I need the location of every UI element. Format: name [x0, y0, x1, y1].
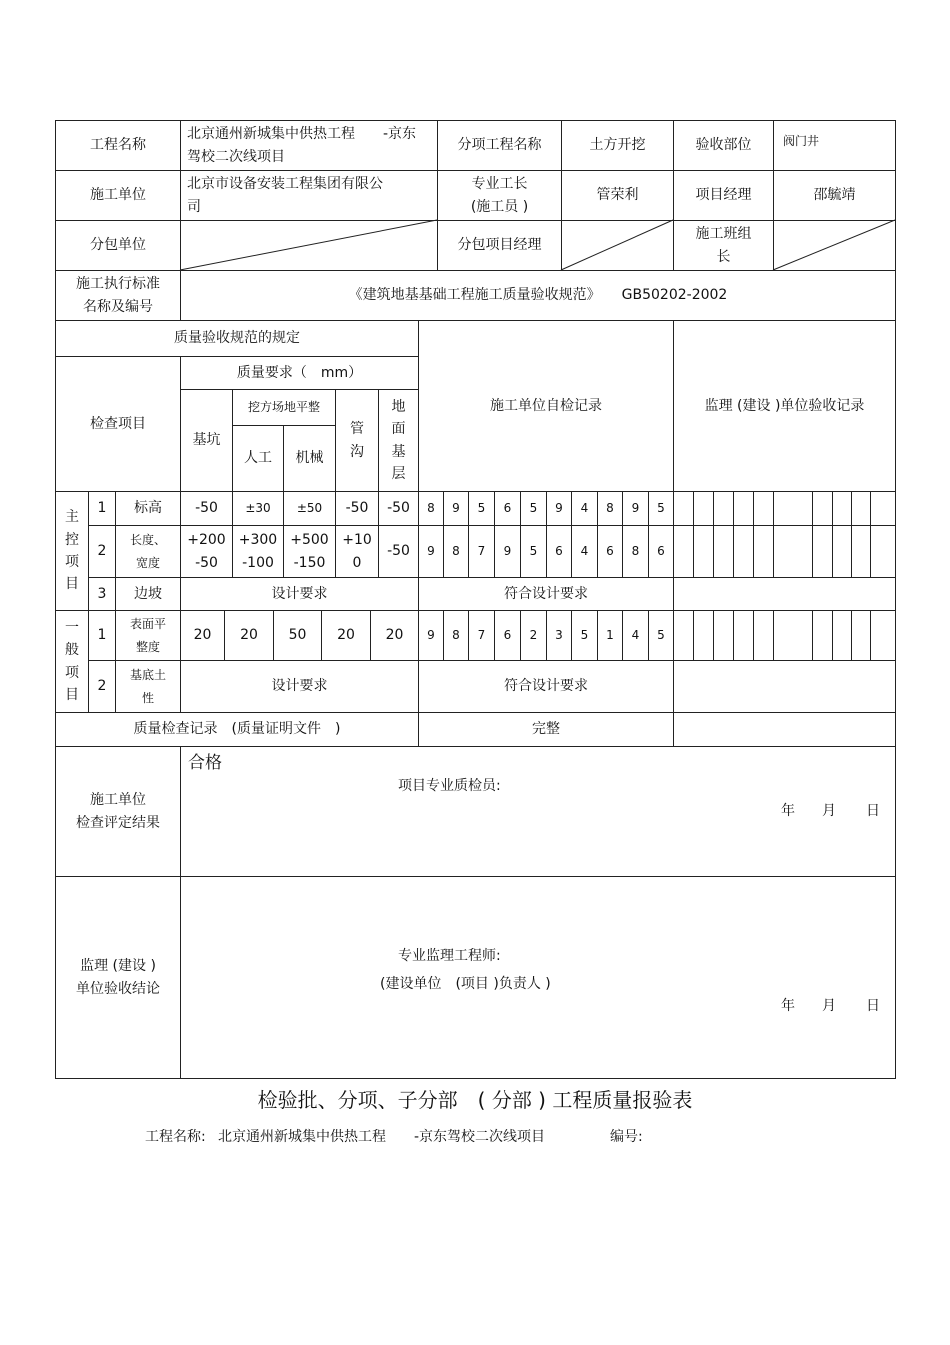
standard-label	[56, 271, 180, 320]
main-row-2-name	[116, 526, 180, 577]
spec-title: 质量验收规范的规定	[174, 330, 300, 347]
main-items-char-2: 控	[65, 531, 79, 548]
main-row-1-check-6: 9	[555, 501, 563, 516]
pipe-label	[336, 390, 378, 491]
construction-unit-label: 施工单位	[90, 187, 146, 204]
main-row-1-check-4: 6	[503, 501, 512, 516]
pipe-label-2: 沟	[350, 443, 364, 460]
main-row-3-result: 符合设计要求	[504, 585, 588, 602]
main-row-1-pit: -50	[195, 500, 218, 517]
general-row-2-result: 符合设计要求	[504, 678, 588, 695]
standard-label-line-1: 施工执行标准	[76, 276, 160, 293]
general-row-2-name	[116, 661, 180, 712]
main-row-2-check-5: 5	[529, 544, 538, 559]
check-item-label: 检查项目	[90, 415, 146, 432]
general-row-1-check-7: 5	[580, 628, 589, 643]
subcontractor-label: 分包单位	[90, 237, 146, 254]
project-name-line-2: 驾校二次线项目	[187, 148, 285, 165]
main-row-1-name: 标高	[134, 500, 162, 517]
supervision-result-label-2: 单位验收结论	[76, 980, 160, 997]
main-row-2-check-7: 4	[580, 544, 589, 559]
sub-project-manager-label: 分包项目经理	[457, 237, 542, 254]
supervision-month: 月	[822, 998, 836, 1014]
main-row-2-manual-1: +300	[238, 532, 278, 549]
pipe-label-1: 管	[350, 421, 364, 438]
supervision-label: 监理 (建设 )单位验收记录	[704, 397, 865, 414]
standard-value: 《建筑地基基础工程施工质量验收规范》 GB50202-2002	[348, 287, 728, 304]
main-row-2-machine	[284, 526, 335, 577]
main-row-2-pipe	[336, 526, 378, 577]
main-row-2-pipe-2: 0	[352, 554, 362, 571]
foreman-label	[438, 171, 561, 220]
construction-year: 年	[781, 803, 795, 819]
construction-month: 月	[822, 803, 836, 819]
acceptance-part-value: 阀门井	[783, 133, 820, 148]
general-row-1-ground: 20	[385, 627, 404, 644]
quality-inspector-label: 项目专业质检员:	[398, 778, 501, 794]
owner-representative-label: (建设单位 (项目 )负责人 )	[380, 976, 551, 992]
general-items-char-4: 目	[65, 686, 79, 703]
general-row-1-check-4: 6	[503, 628, 512, 643]
main-row-1-machine: ±50	[296, 501, 323, 516]
general-row-1-check-8: 1	[606, 628, 614, 643]
machine-label: 机械	[295, 450, 324, 467]
main-row-1-pipe: -50	[345, 500, 369, 517]
main-row-2-pit-2: -50	[195, 554, 218, 571]
main-row-2-check-8: 6	[606, 544, 614, 559]
main-row-2-check-9: 8	[631, 544, 640, 559]
quality-req-label: 质量要求（ mm）	[236, 364, 363, 381]
project-manager-label: 项目经理	[695, 187, 752, 204]
main-row-2-pit	[181, 526, 232, 577]
construction-verdict: 合格	[188, 753, 222, 773]
main-row-3-requirement: 设计要求	[271, 585, 328, 602]
general-row-1-name-2: 整度	[135, 639, 160, 654]
main-row-2-check-2: 8	[452, 544, 460, 559]
general-row-1-manual: 20	[240, 627, 258, 644]
ground-label-2: 面	[391, 421, 406, 438]
main-row-2-check-4: 9	[503, 544, 512, 559]
quality-record-label: 质量检查记录 (质量证明文件 )	[133, 721, 341, 738]
main-row-1-check-7: 4	[580, 501, 589, 516]
main-row-2-manual-2: -100	[242, 554, 274, 571]
main-row-2-ground: -50	[387, 543, 410, 560]
pit-label: 基坑	[192, 432, 221, 449]
main-row-1-check-3: 5	[477, 501, 486, 516]
general-row-2-requirement: 设计要求	[271, 678, 328, 695]
main-row-2-check-1: 9	[427, 544, 435, 559]
subitem-name-label: 分项工程名称	[457, 137, 542, 154]
ground-label-1: 地	[391, 398, 406, 415]
main-row-2-check-6: 6	[555, 544, 563, 559]
main-items-char-3: 项	[65, 554, 79, 570]
footer-number-label: 编号:	[610, 1129, 643, 1145]
main-row-2-machine-1: +500	[290, 532, 329, 549]
supervision-result-label-1: 监理 (建设 )	[80, 958, 156, 975]
ground-label-4: 层	[391, 465, 406, 482]
main-items-char-1: 主	[65, 509, 79, 526]
general-row-1-name	[116, 611, 180, 660]
manual-label: 人工	[244, 450, 272, 467]
main-items-char-4: 目	[65, 576, 79, 593]
general-row-2-name-1: 基底土	[129, 667, 166, 682]
construction-result-label-1: 施工单位	[90, 792, 146, 809]
general-row-1-check-2: 8	[452, 628, 460, 643]
project-name-value	[187, 121, 437, 170]
main-row-2-name-1: 长度、	[129, 532, 166, 547]
general-row-1-check-1: 9	[427, 628, 435, 643]
main-row-1-check-9: 9	[631, 501, 640, 516]
general-row-1-check-3: 7	[477, 628, 486, 643]
subitem-name-value: 土方开挖	[589, 137, 646, 154]
general-row-2-name-2: 性	[141, 690, 154, 705]
footer-project-label: 工程名称:	[145, 1129, 206, 1145]
construction-unit-value	[187, 171, 437, 220]
general-items-label	[56, 611, 88, 712]
construction-unit-line-1: 北京市设备安装工程集团有限公	[187, 176, 383, 193]
construction-unit-line-2: 司	[187, 198, 201, 215]
project-manager-value: 邵毓靖	[813, 187, 856, 204]
main-row-1-check-8: 8	[606, 501, 614, 516]
main-row-1-check-2: 9	[452, 501, 460, 516]
ground-label-3: 基	[391, 443, 406, 460]
main-row-1-no: 1	[97, 500, 107, 517]
self-check-label: 施工单位自检记录	[490, 397, 602, 414]
general-row-1-check-6: 3	[555, 628, 563, 643]
main-row-2-no: 2	[97, 543, 107, 560]
main-row-2-check-3: 7	[477, 544, 486, 559]
team-leader-label	[674, 221, 773, 270]
main-row-2-machine-2: -150	[293, 554, 326, 571]
main-row-1-manual: ±30	[245, 501, 271, 516]
main-row-2-check-10: 6	[657, 544, 665, 559]
standard-label-line-2: 名称及编号	[83, 298, 153, 315]
supervision-year: 年	[781, 998, 795, 1014]
general-row-1-machine: 50	[288, 627, 307, 644]
construction-result-label	[56, 747, 180, 876]
general-row-1-check-5: 2	[529, 628, 538, 643]
general-row-1-no: 1	[97, 627, 107, 644]
main-row-2-pit-1: +200	[187, 532, 226, 549]
project-name-label: 工程名称	[90, 137, 146, 154]
supervision-result-label	[56, 877, 180, 1078]
general-row-1-check-10: 5	[657, 628, 665, 643]
acceptance-part-label: 验收部位	[695, 137, 752, 154]
team-leader-line-2: 长	[716, 248, 731, 265]
main-row-1-check-1: 8	[427, 501, 435, 516]
foreman-value: 管荣利	[596, 187, 639, 204]
general-row-1-check-9: 4	[631, 628, 640, 643]
foreman-label-line-2: (施工员 )	[470, 198, 529, 215]
quality-record-value: 完整	[532, 721, 560, 738]
main-row-3-name: 边坡	[134, 585, 162, 602]
general-row-2-no: 2	[97, 678, 107, 695]
main-row-1-ground: -50	[387, 500, 410, 517]
main-row-3-no: 3	[97, 585, 107, 602]
construction-result-label-2: 检查评定结果	[76, 814, 160, 831]
project-name-line-1: 北京通州新城集中供热工程 -京东	[187, 126, 417, 143]
foreman-label-line-1: 专业工长	[471, 176, 528, 193]
supervising-engineer-label: 专业监理工程师:	[398, 948, 501, 964]
ground-label	[379, 390, 418, 491]
main-row-2-name-2: 宽度	[135, 555, 160, 570]
footer-project-value: 北京通州新城集中供热工程 -京东驾校二次线项目	[218, 1129, 546, 1145]
general-row-1-pipe: 20	[337, 627, 355, 644]
general-row-1-pit: 20	[193, 627, 212, 644]
general-items-char-3: 项	[65, 664, 79, 681]
general-items-char-2: 般	[65, 642, 79, 659]
main-row-2-pipe-1: +10	[342, 532, 372, 549]
general-row-1-name-1: 表面平	[129, 616, 166, 631]
main-row-1-check-5: 5	[529, 501, 538, 516]
leveling-label: 挖方场地平整	[247, 400, 320, 415]
main-items-label	[56, 492, 88, 610]
team-leader-line-1: 施工班组	[695, 226, 752, 243]
main-row-1-check-10: 5	[657, 501, 665, 516]
construction-day: 日	[866, 803, 880, 819]
main-row-2-manual	[233, 526, 283, 577]
supervision-day: 日	[866, 998, 880, 1014]
general-items-char-1: 一	[65, 619, 79, 636]
form-title: 检验批、分项、子分部 ( 分部 ) 工程质量报验表	[257, 1088, 693, 1112]
